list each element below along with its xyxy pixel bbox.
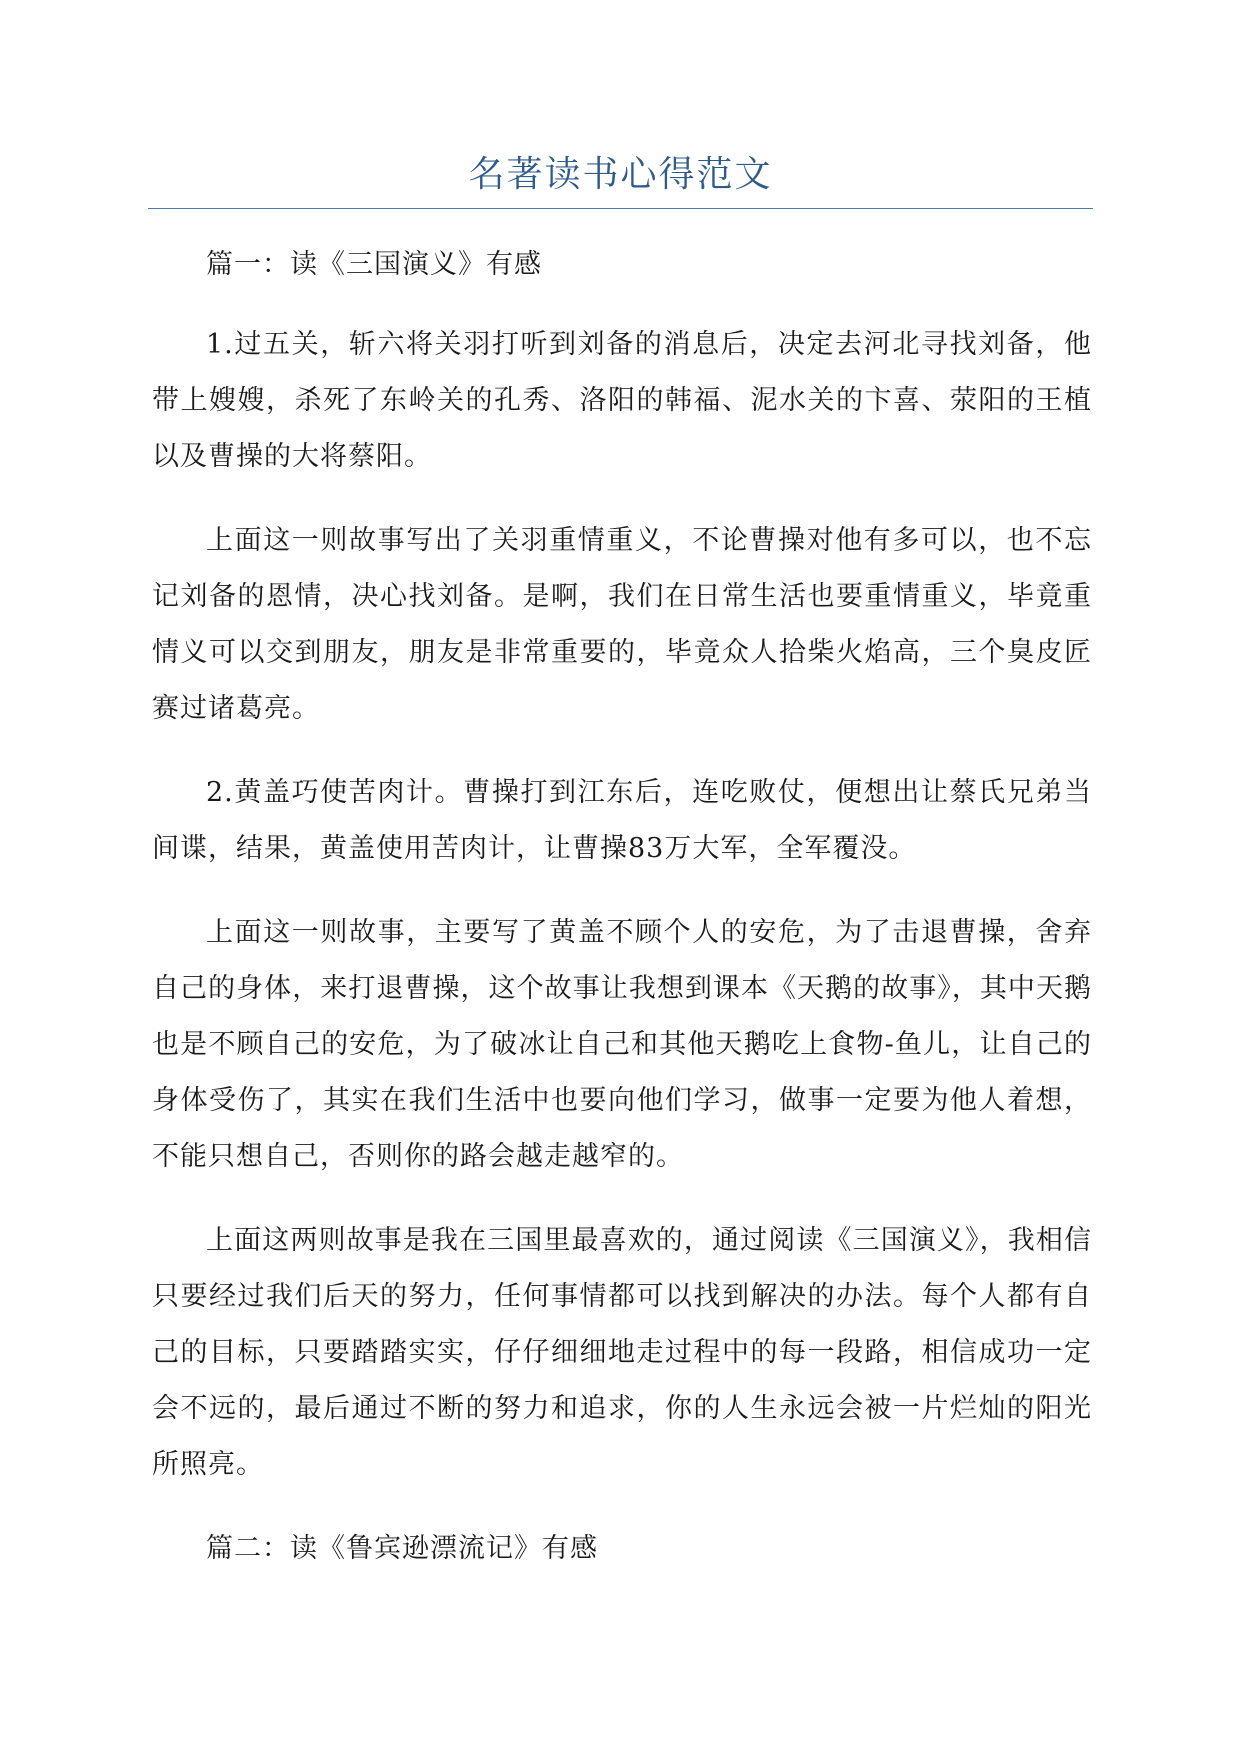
document-body — [152, 237, 1092, 1601]
document-title: 名著读书心得范文 — [468, 154, 773, 195]
paragraph-4: 上面这一则故事，主要写了黄盖不顾个人的安危，为了击退曹操，舍弃自己的身体，来打退曹操，这个故事让我想到课本《天鹅的故事》，其中天鹅也是不顾自己的安危，为了破冰让自己和其他天鹅吃上食物-鱼儿，让自己的身体受伤了，其实在我们生活中也要向他们学习，做事一定要为他人着想，不能只想自己，否则你的路会越走越窄的。 — [152, 917, 1092, 1172]
paragraph-5: 上面这两则故事是我在三国里最喜欢的，通过阅读《三国演义》，我相信只要经过我们后天的努力，任何事情都可以找到解决的办法。每个人都有自己的目标，只要踏踏实实，仔仔细细地走过程中的每一段路，相信成功一定会不远的，最后通过不断的努力和追求，你的人生永远会被一片烂灿的阳光所照亮。 — [152, 1225, 1092, 1480]
paragraph-3: 2.黄盖巧使苦肉计。曹操打到江东后，连吃败仗，便想出让蔡氏兄弟当间谍，结果，黄盖使用苦肉计，让曹操83万大军，全军覆没。 — [152, 777, 1092, 864]
section-heading-2: 篇二：读《鲁宾逊漂流记》有感 — [206, 1533, 598, 1564]
paragraph-1: 1.过五关，斩六将关羽打听到刘备的消息后，决定去河北寻找刘备，他带上嫂嫂，杀死了东岭关的孔秀、洛阳的韩福、泥水关的卞喜、荥阳的王植以及曹操的大将蔡阳。 — [152, 329, 1092, 472]
section-heading-1: 篇一：读《三国演义》有感 — [206, 249, 542, 280]
title-underline — [148, 208, 1093, 209]
paragraph-2: 上面这一则故事写出了关羽重情重义，不论曹操对他有多可以，也不忘记刘备的恩情，决心找刘备。是啊，我们在日常生活也要重情重义，毕竟重情义可以交到朋友，朋友是非常重要的，毕竟众人拾柴火焰高，三个臭皮匠赛过诸葛亮。 — [152, 525, 1092, 724]
